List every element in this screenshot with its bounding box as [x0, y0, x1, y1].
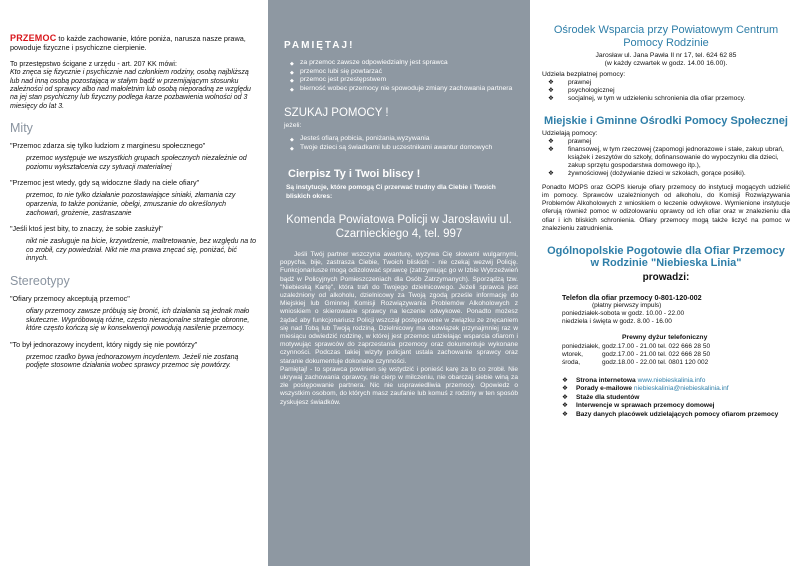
hotline-number: Telefon dla ofiar przemocy 0-801-120-002 [562, 292, 702, 302]
stereotype-question: "Ofiary przemocy akceptują przemoc" [10, 294, 130, 303]
cta-subtext: Są instytucje, które pomogą Ci przerwać trudny dla Ciebie i Twoich bliskich okres: [286, 184, 496, 200]
mops-heading: Miejskie i Gminne Ośrodki Pomocy Społecznej [544, 115, 788, 128]
list-item: ❖ prawnej [548, 79, 790, 87]
email-label: Porady e-mailowe [576, 385, 634, 393]
list-item: ❖ finansowej, w tym rzeczowej (zapomogi jednorazowe i stałe, zakup ubrań, książek i zeszytów do szkoły, dofinansowanie do wypoczynku dla dzieci, zakup sprzętu gospodarstwa domowego itp.), [548, 146, 790, 170]
duty-hours: godz.18.00 - 22.00 tel. 0801 120 002 [602, 358, 709, 366]
list-item: ◆ przemoc lubi się powtarzać [290, 68, 518, 77]
list-item: ❖ prawnej [548, 138, 790, 146]
intro-definition: to każde zachowanie, które poniża, narusza nasze prawa, powoduje fizyczne i psychiczne cierpienie. [10, 34, 246, 53]
services-list [562, 377, 790, 420]
cta-heading: Cierpisz Ty i Twoi bliscy ! [288, 168, 421, 181]
myths-heading: Mity [10, 121, 33, 136]
hotline-hours: niedziela i święta w godz. 8.00 - 16.00 [562, 317, 672, 325]
myth-answer: przemoc, to nie tylko działanie pozostawiające siniaki, złamania czy oparzenia, to także poniżanie, obelgi, zmuszanie do określonych zachowań, grożenie, zastraszanie [26, 192, 236, 217]
duty-row [562, 343, 790, 351]
left-panel [0, 0, 268, 566]
support-center-address: Jarosław ul. Jana Pawła II nr 17, tel. 624 62 85 [595, 52, 737, 59]
list-item: ◆ przemoc jest przestępstwem [290, 76, 518, 85]
myth-question: "Przemoc zdarza się tylko ludziom z marginesu społecznego" [10, 141, 206, 151]
list-item: ❖ socjalnej, w tym w udzieleniu schronienia dla ofiar przemocy. [548, 95, 790, 103]
duty-row [562, 351, 790, 359]
duty-hours: godz.17.00 - 21.00 tel. 022 666 28 50 [602, 342, 711, 350]
support-center-label: Udziela bezpłatnej pomocy: [542, 70, 626, 78]
support-center-hours: (w każdy czwartek w godz. 14.00 16.00). [604, 60, 728, 68]
brand-word: PRZEMOC [10, 33, 57, 43]
duty-day: środa, [562, 358, 581, 366]
seek-help-list [290, 135, 518, 152]
blue-line-subheading: prowadzi: [642, 271, 690, 283]
right-panel [530, 0, 800, 566]
myth-question: "Przemoc jest wtedy, gdy są widoczne ślady na ciele ofiary" [10, 178, 200, 188]
duty-hours: godz.17.00 - 21.00 tel. 022 666 28 50 [602, 350, 711, 358]
list-item: ◆ bierność wobec przemocy nie spowoduje zmiany zachowania partnera [290, 85, 518, 94]
remember-list [290, 59, 518, 93]
stereotype-answer: ofiary przemocy zawsze próbują się bronić, ich działania są jednak mało skuteczne. Wypróbowują różne, często nieracjonalne strategie obronne, które często kończą się w konsekwencji powodują nasilenie przemocy. [26, 308, 250, 333]
remember-heading: PAMIĘTAJ! [284, 40, 355, 51]
stereotype-answer: przemoc rzadko bywa jednorazowym incydentem. Jeżeli nie zostaną podjęte stosowne działania wobec sprawcy przemoc się powtórzy. [26, 353, 239, 370]
duty-day: poniedziałek, [562, 342, 600, 350]
email-link[interactable]: niebieskalinia@niebieskalinia.inf [633, 385, 729, 393]
list-item: ❖ psychologicznej [548, 87, 790, 95]
list-item: ❖ żywnościowej (dożywianie dzieci w szkołach, gorące posiłki). [548, 170, 790, 178]
mops-list [548, 138, 790, 178]
myth-question: "Jeśli ktoś jest bity, to znaczy, że sobie zasłużył" [10, 224, 163, 234]
website-item [562, 377, 790, 386]
myth-answer: nikt nie zasługuje na bicie, krzywdzenie, maltretowanie, bez względu na to co zrobił, czy powiedział. Nikt nie ma prawa znęcać się, poniżać, bić innych. [26, 238, 256, 263]
myth-answer: przemoc występuje we wszystkich grupach społecznych niezależnie od poziomu wykształcenia czy sytuacji materialnej [26, 155, 247, 171]
list-item [562, 411, 790, 420]
seek-help-heading: SZUKAJ POMOCY ! [284, 107, 389, 120]
myths-list [10, 141, 258, 264]
remember-body-text: Pamiętaj! - to sprawca powinien się wstydzić i ponieść karę za to co zrobił. Nie ukrywaj zachowania oprawcy, nie cierp w milczeniu, nie obarczaj siebie winą za złe postępowanie partnera. Nic nie usprawiedliwia przemocy. Opowiedz o wszystkim osobom, do których masz zaufanie lub komuś z rodziny w ten sposób zyskujesz świadków. [280, 365, 518, 406]
law-lead: To przestępstwo ścigane z urzędu - art. 207 KK mówi: [10, 60, 177, 68]
list-item: ◆ Jesteś ofiarą pobicia, poniżania,wyzywania [290, 135, 518, 144]
service-label: Bazy danych placówek udzielających pomocy ofiarom przemocy [576, 411, 779, 419]
duty-row [562, 359, 790, 367]
police-body-text: Jeśli Twój partner wszczyna awanturę, wyzywa Cię słowami wulgarnymi, popycha, bije, zastrasza Ciebie, Twoich bliskich - nie czekaj wezwij Policję. Funkcjonariusze mogą odizolować sprawcę (zatrzymując go w Izbie Wytrzeźwień bądź w Policyjnych Pomieszczeniach dla Osób Zatrzymanych). Sporządzą tzw. "Niebieską Kartę", która trafi do Twojego dzielnicowego. Jeżeli sprawca jest uzależniony od alkoholu, dzielnicowy za Twoją zgodą prześle informację do Miejskiej lub Gminnej Komisji Rozwiązywania Problemów Alkoholowych z wnioskiem o skierowanie sprawcy na leczenie odwykowe. Ponadto możesz żądać aby funkcjonariusz Policji wszczął postępowanie w związku ze znęcaniem się nad Tobą lub Twoją rodziną. Dzielnicowy ma obowiązek przynajmniej raz w miesiącu odwiedzić rodzinę, w której jest przemoc udzielając wsparcia ofiarom i motywując sprawców do zaprzestania przemocy oraz dokumentuje wykonane czynności. Podczas takiej wizyty policjant ustala zachowanie sprawcy oraz staranie dokumentuje dokonane czynności. [280, 250, 518, 365]
list-item [562, 394, 790, 403]
website-link[interactable]: www.niebieskalinia.info [637, 376, 706, 384]
mops-text: Ponadto MOPS oraz GOPS kieruje ofiary przemocy do instytucji mogących udzielić im pomocy. Sprawców uzależnionych od alkoholu, do Komisji Rozwiązywania Problemów Alkoholowych z wnioskiem o leczenie odwykowe. Wymienione instytucje oferują również pomoc w odizolowaniu oprawcy od ich ofiar oraz w znalezieniu dla ofiar i ich bliskich schronienia. Ofiary przemocy mogą także liczyć na pomoc w znalezieniu zatrudnienia. [542, 184, 790, 232]
list-item: ◆ Twoje dzieci są świadkami lub uczestnikami awantur domowych [290, 144, 518, 153]
support-center-heading: Ośrodek Wsparcia przy Powiatowym Centrum Pomocy Rodzinie [553, 24, 779, 49]
blue-line-heading: Ogólnopolskie Pogotowie dla Ofiar Przemocy w Rodzinie "Niebieska Linia" [547, 244, 785, 270]
service-label: Interwencje w sprawach przemocy domowej [576, 402, 715, 410]
law-body: Kto znęca się fizycznie i psychicznie nad członkiem rodziny, osobą najbliższą lub nad inną osobą pozostającą w stałym bądź w przemijającym stosunku zależności od sprawcy albo nad małoletnim lub osobą nieporadną ze względu na jej stan psychiczny lub fizyczny podlega karze pozbawienia wolności od 3 miesięcy do lat 3. [10, 69, 251, 110]
website-label: Strona internetowa [576, 376, 638, 384]
duty-day: wtorek, [562, 350, 583, 358]
email-item [562, 385, 790, 394]
stereotypes-heading: Stereotypy [10, 274, 70, 288]
hotline-note: (płatny pierwszy impuls) [592, 301, 662, 309]
intro-text [10, 34, 258, 53]
list-item: ◆ za przemoc zawsze odpowiedzialny jest sprawca [290, 59, 518, 68]
police-contact: Komenda Powiatowa Policji w Jarosławiu ul. Czarnieckiego 4, tel. 997 [286, 213, 512, 240]
support-center-list [548, 79, 790, 103]
stereotypes-list [10, 294, 258, 371]
stereotype-question: "To był jednorazowy incydent, który nigdy się nie powtórzy" [10, 339, 198, 349]
service-label: Staże dla studentów [576, 393, 640, 401]
middle-panel [268, 0, 530, 566]
mops-label: Udzielają pomocy: [542, 129, 598, 137]
law-paragraph [10, 61, 258, 111]
list-item [562, 402, 790, 411]
legal-duty-heading: Prewny dyżur telefoniczny [622, 333, 708, 341]
hotline-hours: poniedziałek-sobota w godz. 10.00 - 22.00 [562, 309, 685, 317]
seek-help-intro: jeżeli: [284, 122, 302, 130]
